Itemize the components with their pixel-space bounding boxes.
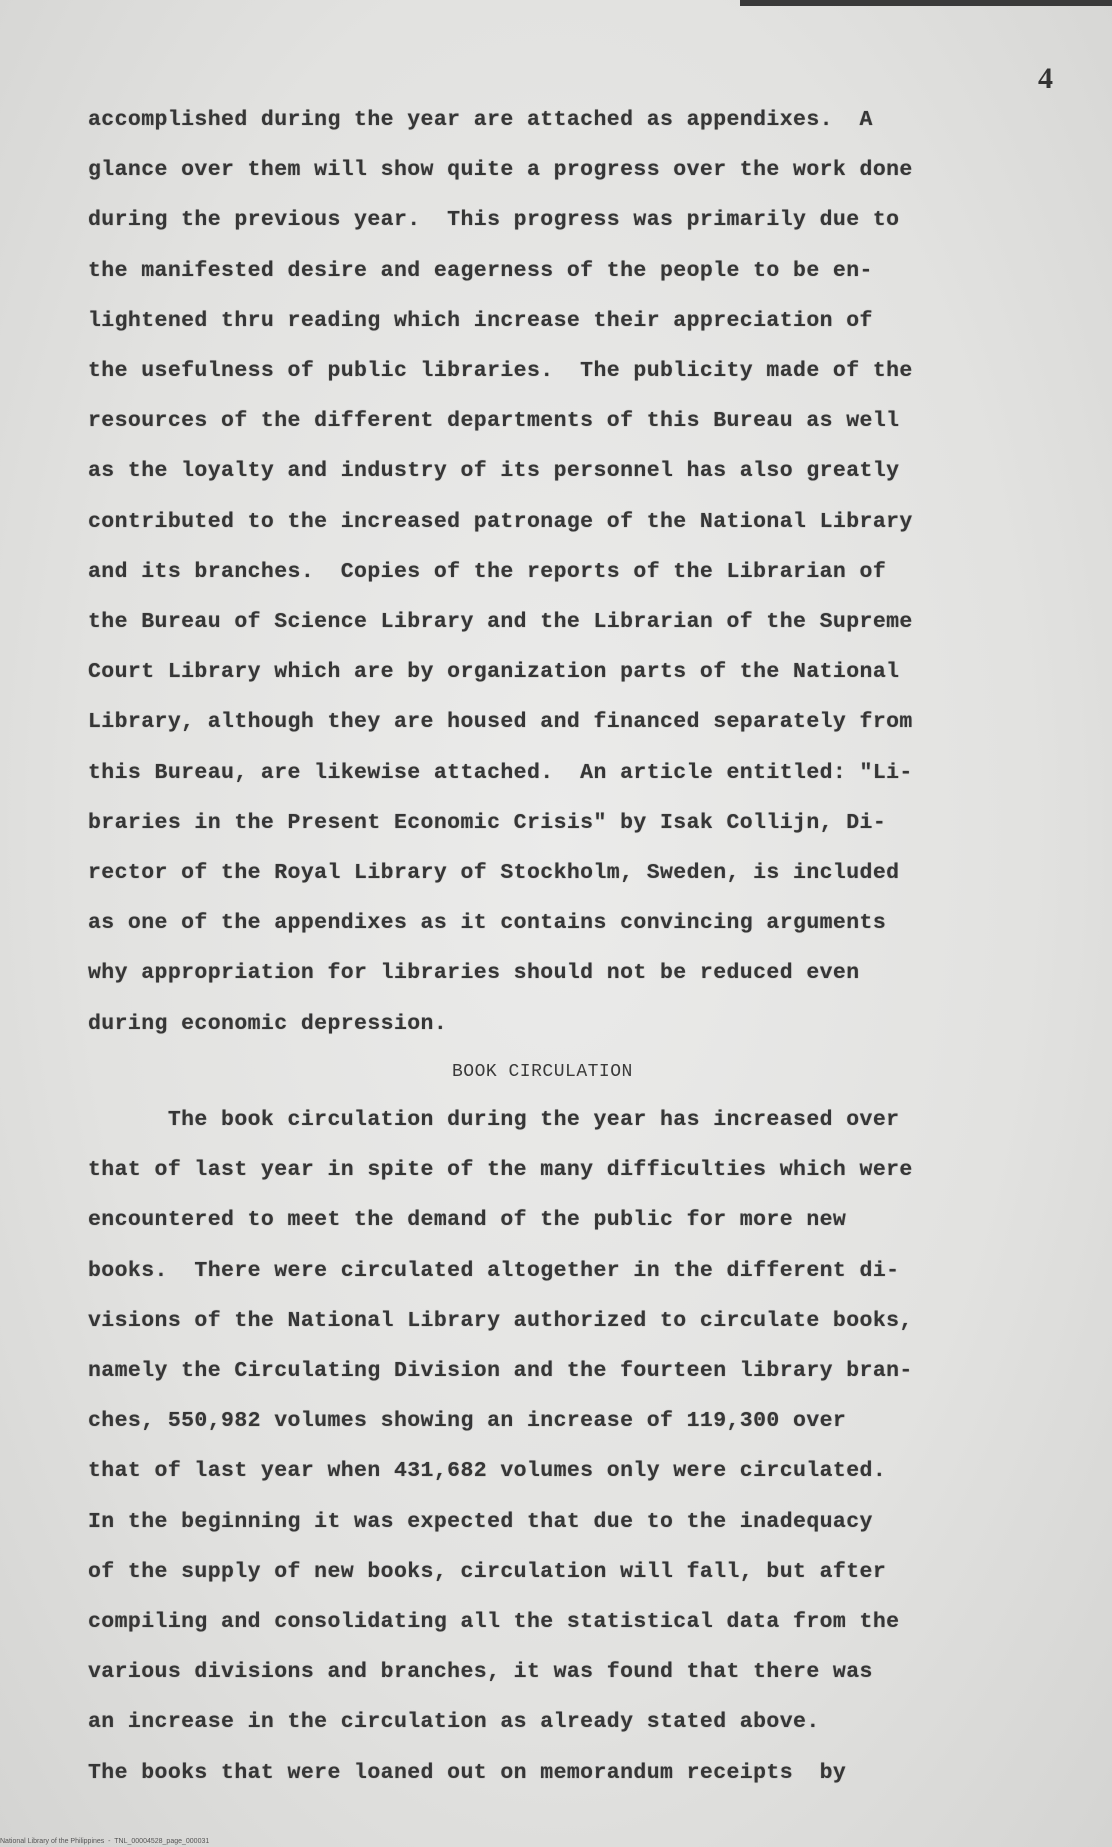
- text-line: an increase in the circulation as already stated above.: [88, 1710, 820, 1735]
- text-line: books. There were circulated altogether in the different di-: [88, 1258, 900, 1283]
- text-line: braries in the Present Economic Crisis" by Isak Collijn, Di-: [88, 810, 887, 835]
- text-line: lightened thru reading which increase their appreciation of: [88, 308, 873, 333]
- text-line: why appropriation for libraries should not be reduced even: [88, 961, 860, 986]
- section-heading: BOOK CIRCULATION: [452, 1062, 633, 1082]
- text-line: during economic depression.: [88, 1011, 448, 1036]
- text-line: accomplished during the year are attached as appendixes. A: [88, 108, 873, 132]
- text-line: during the previous year. This progress was primarily due to: [88, 208, 900, 233]
- page-number: 4: [1038, 62, 1053, 95]
- text-line: the Bureau of Science Library and the Librarian of the Supreme: [88, 610, 913, 634]
- text-line: that of last year in spite of the many difficulties which were: [88, 1158, 913, 1183]
- text-line: that of last year when 431,682 volumes only were circulated.: [88, 1459, 887, 1484]
- text-line: compiling and consolidating all the statistical data from the: [88, 1610, 900, 1634]
- text-line: of the supply of new books, circulation will fall, but after: [88, 1559, 887, 1584]
- text-line: this Bureau, are likewise attached. An article entitled: "Li-: [88, 760, 913, 785]
- text-line: In the beginning it was expected that due to the inadequacy: [88, 1509, 873, 1534]
- text-line: Library, although they are housed and financed separately from: [88, 710, 913, 735]
- text-line: the usefulness of public libraries. The publicity made of the: [88, 359, 913, 383]
- text-line: ches, 550,982 volumes showing an increase of 119,300 over: [88, 1409, 847, 1434]
- text-line: rector of the Royal Library of Stockholm, Sweden, is included: [88, 861, 900, 885]
- text-line: The books that were loaned out on memorandum receipts by: [88, 1760, 847, 1785]
- text-line: encountered to meet the demand of the public for more new: [88, 1208, 847, 1233]
- text-line: contributed to the increased patronage of the National Library: [88, 509, 913, 534]
- text-line: as one of the appendixes as it contains convincing arguments: [88, 911, 887, 936]
- scan-edge: [740, 0, 1112, 6]
- text-line: as the loyalty and industry of its personnel has also greatly: [88, 459, 900, 484]
- text-line: various divisions and branches, it was found that there was: [88, 1660, 873, 1685]
- text-line: and its branches. Copies of the reports of the Librarian of: [88, 559, 887, 584]
- text-line: Court Library which are by organization parts of the National: [88, 660, 900, 685]
- text-line: The book circulation during the year has increased over: [88, 1108, 900, 1132]
- text-line: visions of the National Library authorized to circulate books,: [88, 1308, 913, 1333]
- text-line: resources of the different departments of this Bureau as well: [88, 409, 900, 434]
- archive-footer: National Library of the Philippines - TNL_00004528_page_000031: [0, 1838, 210, 1845]
- text-line: the manifested desire and eagerness of the people to be en-: [88, 258, 873, 283]
- text-line: namely the Circulating Division and the fourteen library bran-: [88, 1359, 913, 1383]
- text-line: glance over them will show quite a progress over the work done: [88, 158, 913, 183]
